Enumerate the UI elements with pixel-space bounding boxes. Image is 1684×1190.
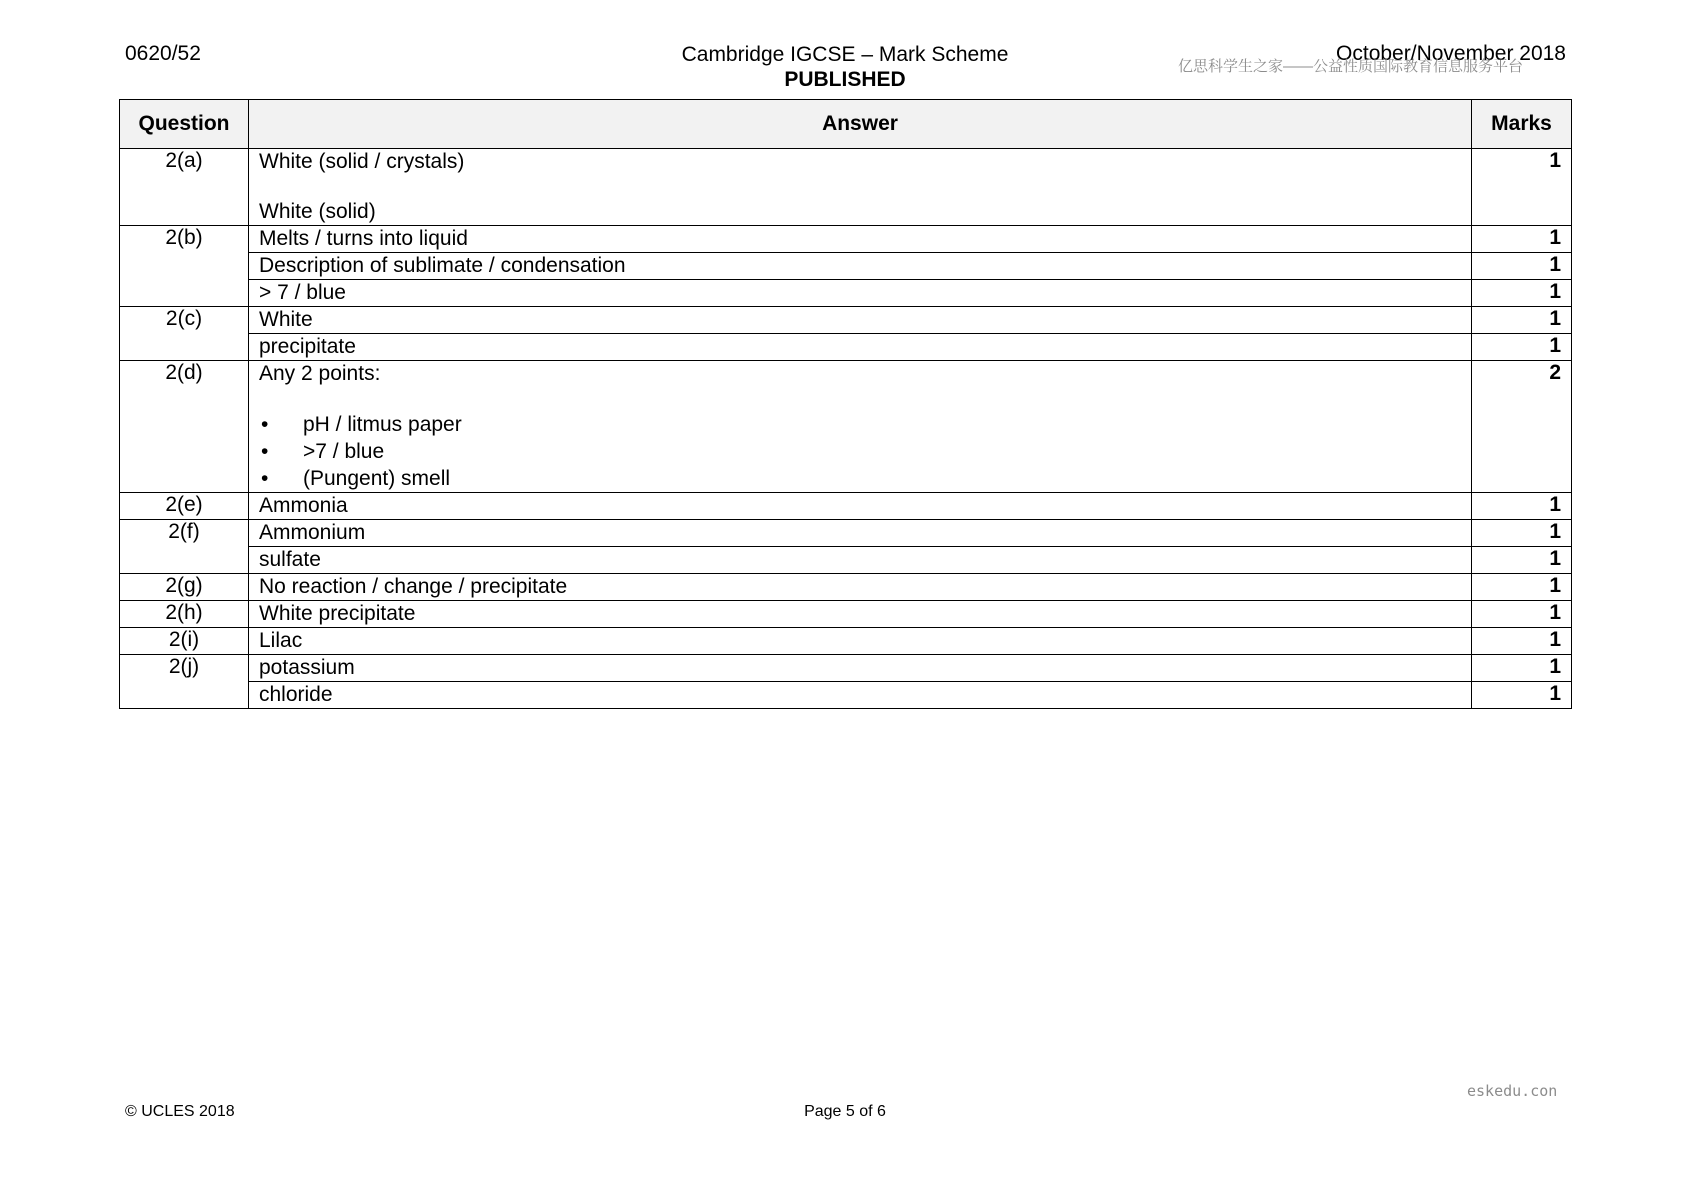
answer-text: White (solid / crystals) — [259, 150, 465, 173]
marks-cell: 1 — [1472, 280, 1572, 307]
table-header-row — [120, 100, 1572, 149]
question-number: 2(d) — [120, 361, 249, 493]
marks-cell: 1 — [1472, 226, 1572, 253]
list-item — [259, 438, 1461, 465]
marks-cell: 1 — [1472, 493, 1572, 520]
table-row — [120, 601, 1572, 628]
question-number: 2(c) — [120, 307, 249, 361]
answer-cell: White precipitate — [249, 601, 1472, 628]
table-row — [120, 149, 1572, 226]
answer-cell: Melts / turns into liquid — [249, 226, 1472, 253]
answer-text: Any 2 points: — [259, 362, 381, 385]
marks-cell: 1 — [1472, 574, 1572, 601]
answer-cell: precipitate — [249, 334, 1472, 361]
table-row — [120, 280, 1572, 307]
answer-cell: Lilac — [249, 628, 1472, 655]
paper-code: 0620/52 — [125, 42, 201, 65]
answer-cell — [249, 361, 1472, 493]
table-row — [120, 226, 1572, 253]
exam-session: October/November 2018 — [1336, 42, 1566, 65]
answer-cell: chloride — [249, 682, 1472, 709]
bullet-list — [259, 411, 1461, 492]
marks-cell: 1 — [1472, 307, 1572, 334]
marks-cell: 1 — [1472, 334, 1572, 361]
question-number: 2(i) — [120, 628, 249, 655]
mark-scheme-table — [119, 99, 1572, 709]
marks-cell: 1 — [1472, 601, 1572, 628]
copyright: © UCLES 2018 — [125, 1103, 235, 1120]
published-label: PUBLISHED — [784, 68, 906, 91]
bullet-icon: • — [261, 413, 269, 436]
marks-cell: 2 — [1472, 361, 1572, 493]
bullet-text: pH / litmus paper — [303, 413, 462, 436]
table-row — [120, 334, 1572, 361]
table-row — [120, 628, 1572, 655]
marks-cell: 1 — [1472, 628, 1572, 655]
question-number: 2(b) — [120, 226, 249, 307]
marks-column-header: Marks — [1472, 100, 1572, 149]
answer-cell: Ammonium — [249, 520, 1472, 547]
answer-cell: Description of sublimate / condensation — [249, 253, 1472, 280]
answer-text-alt: White (solid) — [259, 200, 376, 223]
question-column-header: Question — [120, 100, 249, 149]
page-number: Page 5 of 6 — [804, 1103, 886, 1120]
question-number: 2(e) — [120, 493, 249, 520]
bullet-text: >7 / blue — [303, 440, 385, 463]
answer-cell: No reaction / change / precipitate — [249, 574, 1472, 601]
table-row — [120, 547, 1572, 574]
answer-cell: Ammonia — [249, 493, 1472, 520]
answer-cell: sulfate — [249, 547, 1472, 574]
question-number: 2(h) — [120, 601, 249, 628]
list-item — [259, 411, 1461, 438]
marks-cell: 1 — [1472, 547, 1572, 574]
table-row — [120, 307, 1572, 334]
table-row — [120, 361, 1572, 493]
table-row — [120, 682, 1572, 709]
marks-cell: 1 — [1472, 520, 1572, 547]
table-row — [120, 520, 1572, 547]
answer-cell — [249, 149, 1472, 226]
list-item — [259, 465, 1461, 492]
table-row — [120, 655, 1572, 682]
bullet-icon: • — [261, 440, 269, 463]
document-heading — [600, 42, 1090, 92]
answer-column-header: Answer — [249, 100, 1472, 149]
marks-cell: 1 — [1472, 253, 1572, 280]
bullet-icon: • — [261, 467, 269, 490]
question-number: 2(a) — [120, 149, 249, 226]
marks-cell: 1 — [1472, 655, 1572, 682]
answer-cell: > 7 / blue — [249, 280, 1472, 307]
marks-cell: 1 — [1472, 149, 1572, 226]
question-number: 2(f) — [120, 520, 249, 574]
marks-cell: 1 — [1472, 682, 1572, 709]
table-row — [120, 253, 1572, 280]
table-row — [120, 574, 1572, 601]
document-title: Cambridge IGCSE – Mark Scheme — [681, 43, 1009, 66]
answer-cell: White — [249, 307, 1472, 334]
bullet-text: (Pungent) smell — [303, 467, 451, 490]
watermark-bottom: eskedu.con — [1467, 1082, 1558, 1100]
answer-cell: potassium — [249, 655, 1472, 682]
table-row — [120, 493, 1572, 520]
question-number: 2(g) — [120, 574, 249, 601]
question-number: 2(j) — [120, 655, 249, 709]
watermark-top: 亿思科学生之家——公益性质国际教育信息服务平台 — [1178, 58, 1524, 75]
